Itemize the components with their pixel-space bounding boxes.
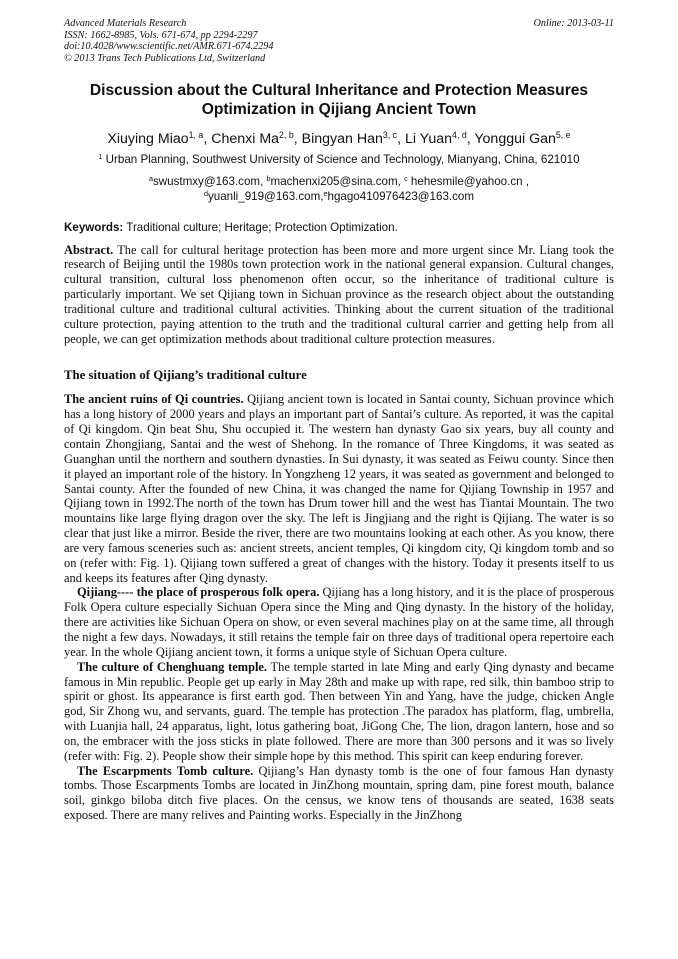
author-emails [64, 174, 614, 204]
author: Xiuying Miao$^{1, a}$, [107, 129, 212, 147]
paper-title-line-1: Discussion about the Cultural Inheritance and Protection Measures [89, 82, 589, 100]
author-list [64, 130, 614, 148]
journal-copyright: © 2013 Trans Tech Publications Ltd, Switzerland [64, 52, 266, 64]
paragraph-lead: Qijiang---- the place of prosperous folk opera. [77, 585, 320, 600]
body-paragraph [64, 392, 614, 585]
author: Chenxi Ma$^{2, b}$, [211, 129, 302, 147]
paragraph-lead: The culture of Chenghuang temple. [77, 659, 268, 674]
author: Li Yuan$^{4, d}$, [404, 129, 475, 147]
paragraph-text: Qijiang’s Han dynasty tomb is the one of four famous Han dynasty tombs. Those Escarpments Tombs are located in JinZhong mountain, spring dam, pine forest mouth, balance soil, ginkgo biloba ditch five places. On the census, we know tens of thousands are seated, 1638 seats exposed. There are many relives and Painting works. Especially in the JinZhong [64, 763, 614, 823]
paragraph-lead: The ancient ruins of Qi countries. [64, 392, 244, 407]
section-heading: The situation of Qijiang’s traditional culture [64, 368, 307, 383]
paragraph-lead: The Escarpments Tomb culture. [77, 763, 254, 778]
abstract-text: The call for cultural heritage protection has been more and more urgent since Mr. Liang took the research of Beijing until the 1980s town protection work in the national general expansion. Cultural changes, cultural transition, cultural loss phenomenon often occur, so the inheritance of traditional culture is particularly important. We set Qijiang town in Sichuan province as the research object about the outstanding traditional culture and traditional cultural activities. Thinking about the current situation of the traditional culture protection, paying attention to the truth and the traditional cultural carrier and getting help from all people, we can get optimization methods about traditional culture protection measures. [64, 242, 614, 346]
journal-name: Advanced Materials Research [64, 18, 187, 29]
author: Yonggui Gan$^{5, e}$ [474, 129, 571, 147]
keywords [64, 221, 614, 235]
journal-header [64, 18, 614, 64]
abstract-label: Abstract. [64, 242, 114, 257]
paragraph-text: Qijiang ancient town is located in Santai county, Sichuan province which has a long history of 2000 years and plays an important part of Santai’s culture. As reported, it was the capital of Qi kingdom. Qin beat Shu, Shu occupied it. The western han dynasty Gao six years, buy all county and contain Zhongjiang, Santai and the west of Shehong. In the romance of Three Kingdoms, it was seated as Guanghan until the northern and southern dynasties. In Sui dynasty, it was seated as Feiwu county. Since then it played an important role of the history. In Yongzheng 12 years, it was seated as government and belonged to Santai county. After the founded of new China, it was changed the name for Qijiang Township in 1957 and Qijiang town in 1992.The north of the town has Drum tower hill and the west has Tiantai Mountain. The two mountains like large flying dragon over the sky. The left is Jingjiang and the right is Qijiang. The water is so clear that just like a mirror. Beside the river, there are two mountains looking at each other. As you know, there are very famous sceneries such as: ancient streets, ancient temples, Qi kingdom city, Qi kingdom tomb and so on (refer with: Fig. 1). Qijiang town suffered a great of changes with the history. Today it presents itself to us and keeps its features after Qing dynasty. [64, 392, 614, 585]
email-line-2: $^d$yuanli_919@163.com,$^e$hgago410976423@163.com [203, 188, 475, 203]
email-link[interactable]: hehesmile@yahoo.cn , [407, 174, 530, 188]
author: Bingyan Han$^{3, c}$, [301, 129, 405, 147]
affiliation: $^1$ Urban Planning, Southwest University of Science and Technology, Mianyang, China, 621010 [98, 151, 580, 166]
body-paragraph [64, 660, 614, 764]
email-link[interactable]: machenxi205@sina.com, [270, 174, 405, 188]
paper-title-line-2: Optimization in Qijiang Ancient Town [201, 100, 477, 118]
keywords-text: Traditional culture; Heritage; Protection Optimization. [123, 220, 398, 234]
email-line-1: $^a$swustmxy@163.com, $^b$machenxi205@sina.com, $^c$ hehesmile@yahoo.cn , [148, 173, 530, 188]
email-link[interactable]: hgago410976423@163.com [327, 189, 475, 203]
journal-issn: ISSN: 1662-8985, Vols. 671-674, pp 2294-2297 [64, 29, 258, 41]
email-link[interactable]: swustmxy@163.com, [152, 174, 267, 188]
body-paragraph [64, 585, 614, 659]
paragraph-text: Qijiang has a long history, and it is the place of prosperous Folk Opera culture especially Sichuan Opera since the Ming and Qing dynasty. In the history of the holiday, there are activities like Sichuan Opera on show, or even several machines play on at the same time, all through the night a few days. Nowadays, it still retains the temple fair on three days of traditional opera repertoire each year. In the whole Qijiang ancient town, it forms a unique style of Sichuan Opera culture. [64, 585, 614, 659]
abstract [64, 243, 614, 347]
paragraph-text: The temple started in late Ming and early Qing dynasty and became famous in Min republic. People get up early in May 28th and make up with rape, red silk, thin bamboo strip to spirit or ghost. Its appearance is first earth god. Then between Yin and Yang, have the judge, chicken Angle god, Sir Zhong wu, and servants, guard. The temple has protection .The paradox has platform, flag, umbrella, with Luanjia hall, 24 apparatus, light, lotus gathering boat, JiGong Che, The lion, dragon lantern, hose and so on, the embracer with the joss sticks in plate followed. There are more than 300 persons and it was so lively (refer with: Fig. 2). People show their simple hope by this method. This spirit can keep enduring forever. [64, 659, 614, 763]
email-link[interactable]: yuanli_919@163.com, [207, 189, 324, 203]
keywords-label: Keywords: [64, 220, 124, 234]
online-date: Online: 2013-03-11 [533, 18, 614, 29]
body-paragraph [64, 764, 614, 823]
paper-title [64, 82, 614, 119]
journal-doi[interactable]: doi:10.4028/www.scientific.net/AMR.671-674.2294 [64, 41, 274, 53]
journal-meta [64, 18, 273, 64]
